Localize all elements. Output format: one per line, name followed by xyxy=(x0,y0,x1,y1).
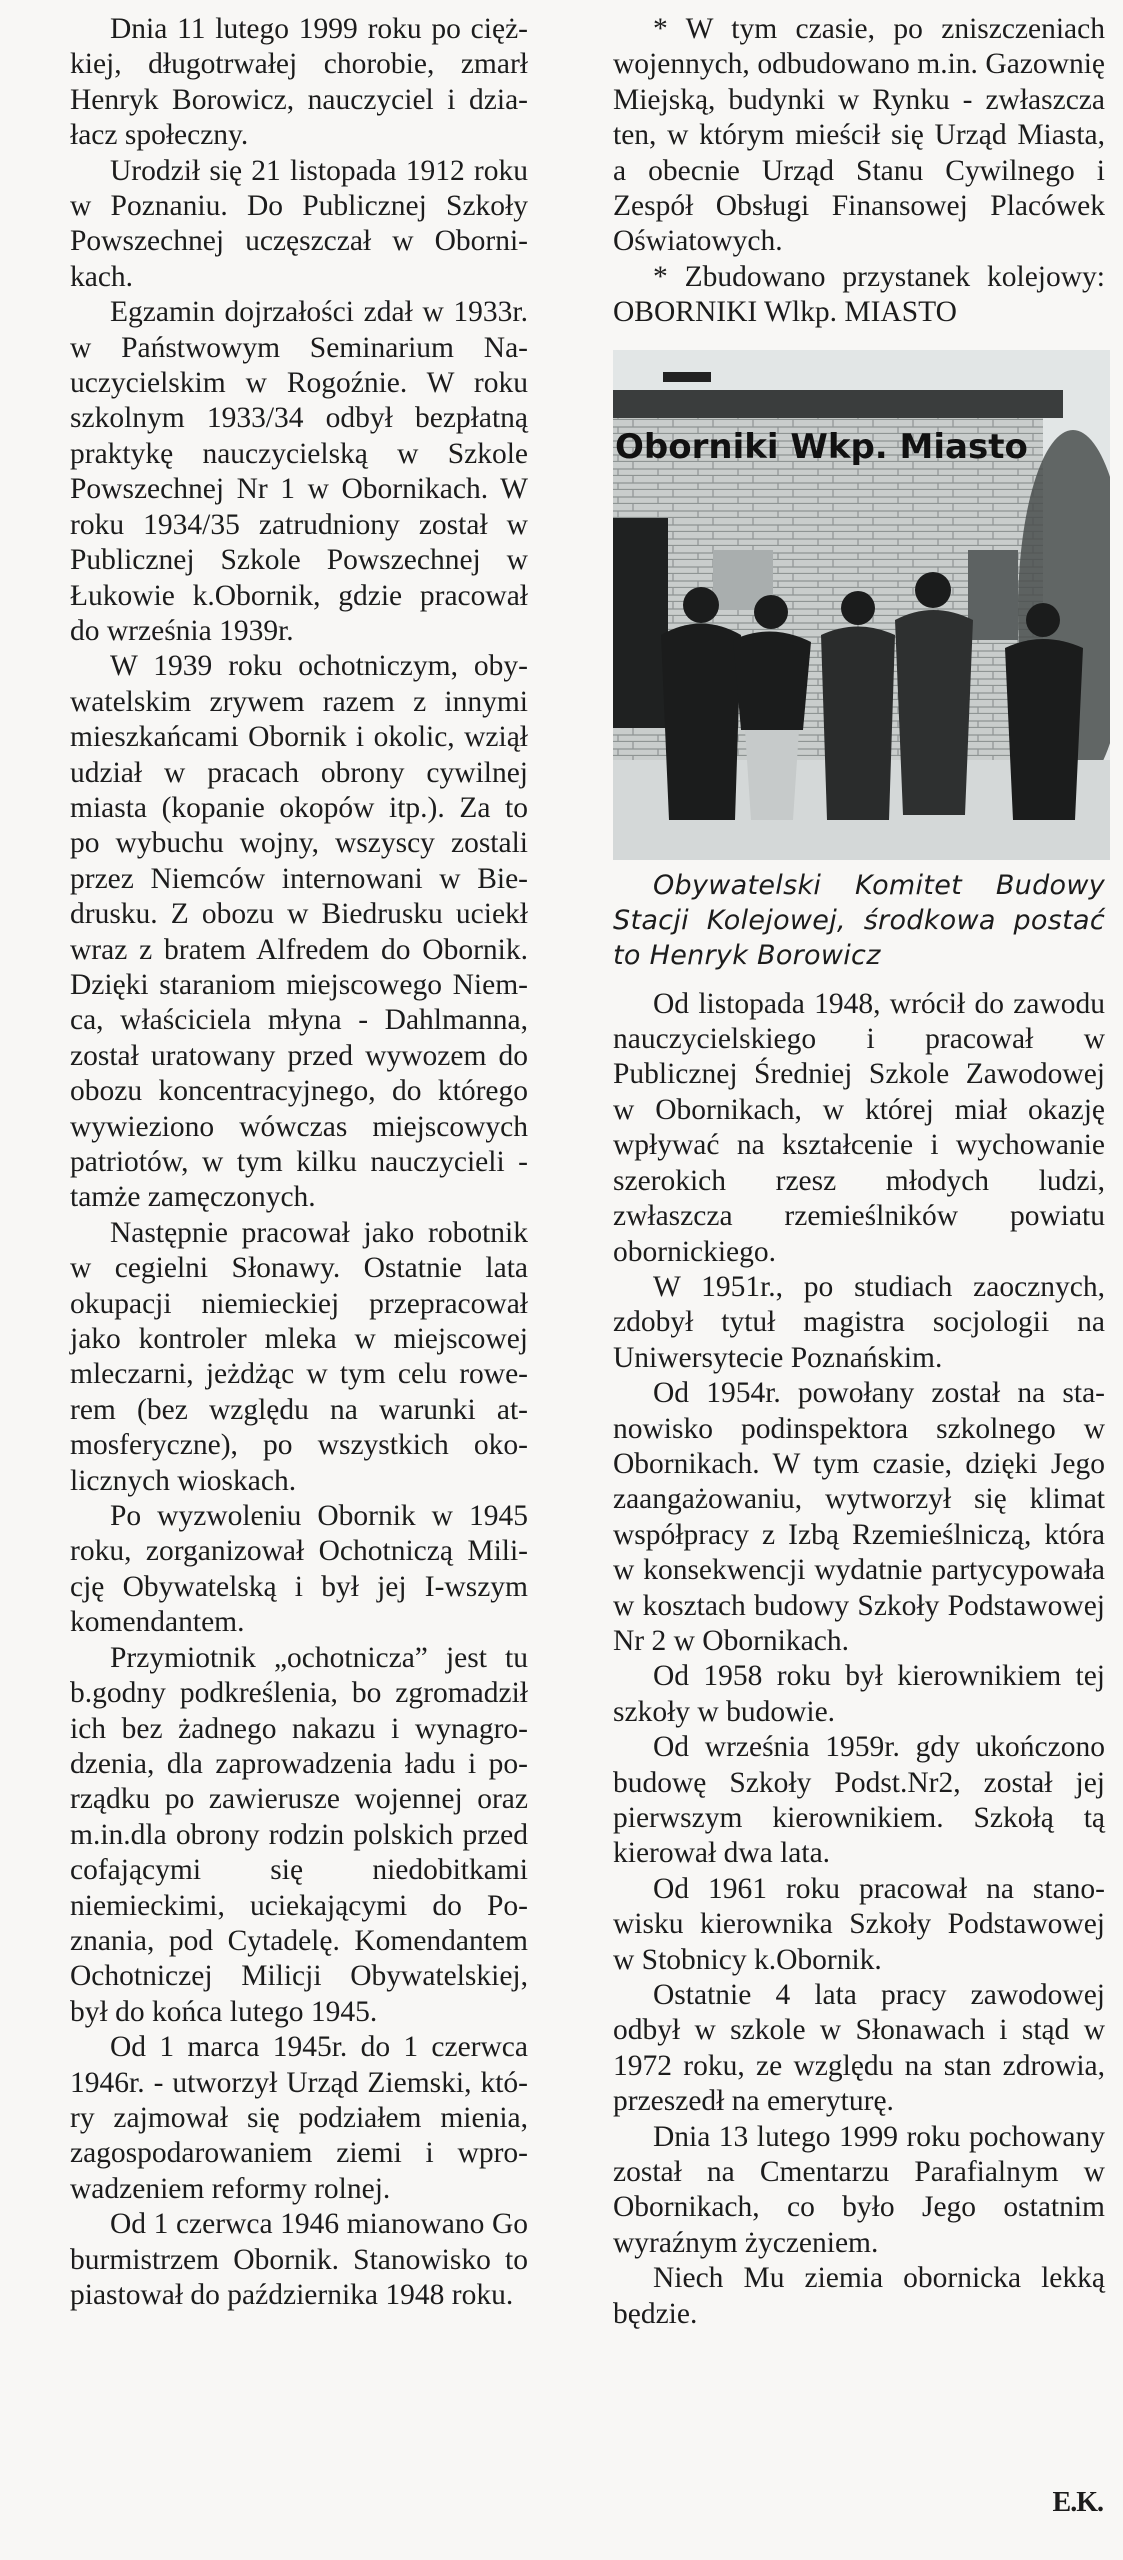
station-committee-photo xyxy=(613,350,1110,860)
right-column xyxy=(613,12,1105,2332)
paragraph-return-to-teaching: Od listopada 1948, wrócił do zawodu nauczycielskiego i pracował w Publicznej Średniej Szkole Zawodowej w Obornikach, w której miał okazję wpływać na kształcenie i wychowanie szerokich rzesz młodych ludzi, zwłaszcza rzemieślników powiatu obornickiego. xyxy=(613,987,1105,1268)
photo-station-sign: Oborniki Wkp. Miasto xyxy=(615,426,1028,467)
paragraph-death-notice: Dnia 11 lutego 1999 roku po ciężkiej, długotrwałej chorobie, zmarł Henryk Borowicz, nauczyciel i działacz społeczny. xyxy=(70,13,528,152)
paragraph-first-head: Od września 1959r. gdy ukończono budowę Szkoły Podst.Nr2, został jej pierwszym kierownikiem. Szkołą tą kierował dwa lata. xyxy=(613,1731,1105,1870)
note-reconstruction: * W tym czasie, po zniszczeniach wojennych, odbudowano m.in. Gazownię Miejską, budynki w Rynku - zwłaszcza ten, w którym mieścił się Urząd Miasta, a obecnie Urząd Stanu Cywilnego i Zespół Obsługi Finansowej Placówek Oświatowych. xyxy=(613,13,1105,258)
author-signature: E.K. xyxy=(1052,2487,1103,2518)
photo-caption: Obywatelski Komitet Budowy Stacji Kolejowej, środkowa postać to Henryk Borowicz xyxy=(613,869,1105,971)
paragraph-head-1958: Od 1958 roku był kierownikiem tej szkoły w budowie. xyxy=(613,1660,1105,1728)
photo-doorway xyxy=(613,518,668,728)
photo-illustration xyxy=(613,350,1110,860)
paragraph-liberation: Po wyzwoleniu Obornik w 1945 roku, zorganizował Ochotniczą Milicję Obywatelską i był jej I-wszym komendantem. xyxy=(70,1500,528,1639)
paragraph-masters-degree: W 1951r., po studiach zaocznych, zdobył tytuł magistra socjologii na Uniwersytecie Poznańskim. xyxy=(613,1270,1105,1374)
left-column xyxy=(70,12,528,2313)
photo-roof-eave xyxy=(613,390,1063,418)
paragraph-burial: Dnia 13 lutego 1999 roku pochowany został na Cmentarzu Parafialnym w Obornikach, co było Jego ostatnim wyraźnym życzeniem. xyxy=(613,2120,1105,2259)
paragraph-stobnica: Od 1961 roku pracował na stanowisku kierownika Szkoły Podstawowej w Stobnicy k.Obornik. xyxy=(613,1872,1105,1976)
paragraph-education: Egzamin dojrzałości zdał w 1933r. w Państwowym Seminarium Nauczycielskim w Rogoźnie. W roku szkolnym 1933/34 odbył bezpłatną praktykę nauczycielską w Szkole Powszechnej Nr 1 w Obornikach. W roku 1934/35 zatrudniony został w Publicznej Szkole Powszechnej w Łukowie k.Obornik, gdzie pracował do września 1939r. xyxy=(70,296,528,647)
paragraph-war-1939: W 1939 roku ochotniczym, obywatelskim zrywem razem z innymi mieszkańcami Obornik i okolic, wziął udział w pracach obrony cywilnej miasta (kopanie okopów itp.). Za to po wybuchu wojny, wszyscy zostali przez Niemców internowani w Biedrusku. Z obozu w Biedrusku uciekł wraz z bratem Alfredem do Obornik. Dzięki staraniom miejscowego Niemca, właściciela młyna - Dahlmanna, został uratowany przed wywozem do obozu koncentracyjnego, do którego wywieziono wówczas miejscowych patriotów, w tym kilku nauczycieli - tamże zamęczonych. xyxy=(70,650,528,1214)
paragraph-farewell: Niech Mu ziemia obornicka lekką będzie. xyxy=(613,2262,1105,2330)
paragraph-mayor: Od 1 czerwca 1946 mianowano Go burmistrzem Obornik. Stanowisko to piastował do października 1948 roku. xyxy=(70,2208,528,2311)
paragraph-school-inspector: Od 1954r. powołany został na stanowisko podinspektora szkolnego w Obornikach. W tym czasie, dzięki Jego zaangażowaniu, wytworzył się klimat współpracy z Izbą Rzemieślniczą, która w konsekwencji wydatnie partycypowała w kosztach budowy Szkoły Podstawowej Nr 2 w Obornikach. xyxy=(613,1377,1105,1657)
paragraph-birth: Urodził się 21 listopada 1912 roku w Poznaniu. Do Publicznej Szkoły Powszechnej uczęszczał w Obornikach. xyxy=(70,154,528,293)
paragraph-land-office: Od 1 marca 1945r. do 1 czerwca 1946r. - utworzył Urząd Ziemski, który zajmował się podziałem mienia, zagospodarowaniem ziemi i wprowadzeniem reformy rolnej. xyxy=(70,2031,528,2205)
paragraph-occupation-work: Następnie pracował jako robotnik w cegielni Słonawy. Ostatnie lata okupacji niemieckiej przepracował jako kontroler mleka w miejscowej mleczarni, jeżdżąc w tym celu rowerem (bez względu na warunki atmosferyczne), po wszystkich okolicznych wioskach. xyxy=(70,1216,528,1497)
paragraph-retirement: Ostatnie 4 lata pracy zawodowej odbył w szkole w Słonawach i stąd w 1972 roku, ze względu na stan zdrowia, przeszedł na emeryturę. xyxy=(613,1979,1105,2118)
photo-window-right xyxy=(968,550,1018,640)
paragraph-volunteer-militia: Przymiotnik „ochotnicza” jest tu b.godny podkreślenia, bo zgromadził ich bez żadnego nakazu i wynagrodzenia, dla zaprowadzenia ładu i porządku po zawierusze wojennej oraz m.in.dla obrony rodzin polskich przed cofającymi się niedobitkami niemieckimi, uciekającymi do Poznania, pod Cytadelę. Komendantem Ochotniczej Milicji Obywatelskiej, był do końca lutego 1945. xyxy=(70,1641,528,2028)
note-railway-stop: * Zbudowano przystanek kolejowy: OBORNIKI Wlkp. MIASTO xyxy=(613,260,1105,329)
photo-roof-vent xyxy=(663,372,711,382)
